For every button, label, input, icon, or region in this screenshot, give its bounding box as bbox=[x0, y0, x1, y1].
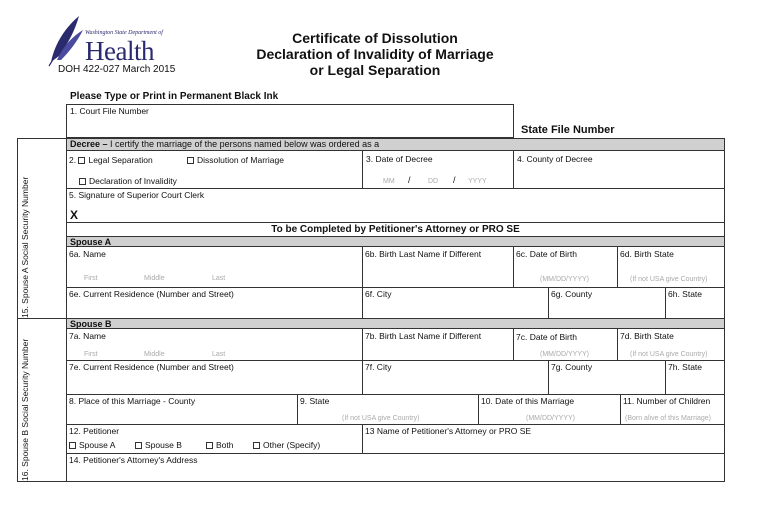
clerk-signature-field[interactable] bbox=[67, 189, 724, 222]
legal-separation-checkbox[interactable] bbox=[78, 157, 85, 164]
spouse-b-name-field[interactable] bbox=[67, 330, 362, 360]
petitioner-label: 12. Petitioner bbox=[69, 426, 120, 436]
petitioner-spouse-b-checkbox[interactable] bbox=[135, 442, 142, 449]
decree-banner bbox=[66, 138, 725, 151]
court-file-number-label: 1. Court File Number bbox=[70, 106, 149, 116]
petitioner-both-label: Both bbox=[216, 440, 234, 450]
spouse-b-ssn-label: 16. Spouse B Social Security Number bbox=[20, 338, 30, 481]
court-file-number-field[interactable] bbox=[66, 104, 514, 138]
number-of-children-hint: (Born alive of this Marriage) bbox=[625, 415, 711, 422]
decree-type-group bbox=[69, 155, 153, 165]
spouse-b-middle-hint: Middle bbox=[144, 351, 165, 358]
clerk-signature-label: 5. Signature of Superior Court Clerk bbox=[69, 190, 205, 200]
spouse-b-dob-hint: (MM/DD/YYYY) bbox=[540, 351, 589, 358]
form-code: DOH 422-027 March 2015 bbox=[58, 64, 176, 75]
decree-label: Decree – bbox=[70, 139, 108, 149]
title-line-1: Certificate of Dissolution bbox=[292, 30, 458, 46]
spouse-a-residence-field[interactable] bbox=[67, 288, 362, 318]
number-of-children-label: 11. Number of Children bbox=[623, 396, 711, 406]
ink-instruction: Please Type or Print in Permanent Black Ink bbox=[70, 91, 279, 102]
attorney-address-field[interactable] bbox=[67, 454, 724, 481]
spouse-b-residence-field[interactable] bbox=[67, 361, 362, 394]
spouse-b-first-hint: First bbox=[84, 351, 98, 358]
attorney-name-label: 13 Name of Petitioner's Attorney or PRO SE bbox=[365, 426, 532, 436]
spouse-a-birth-last-label: 6b. Birth Last Name if Different bbox=[365, 249, 482, 259]
spouse-b-birth-state-hint: (If not USA give Country) bbox=[630, 351, 708, 358]
attorney-address-label: 14. Petitioner's Attorney's Address bbox=[69, 455, 198, 465]
number-of-children-field[interactable] bbox=[621, 395, 724, 424]
date-of-decree-label: 3. Date of Decree bbox=[366, 154, 433, 164]
spouse-a-heading: Spouse A bbox=[66, 236, 725, 247]
spouse-b-county-field[interactable] bbox=[549, 361, 665, 394]
dissolution-label: Dissolution of Marriage bbox=[197, 155, 284, 165]
invalidity-checkbox[interactable] bbox=[79, 178, 86, 185]
spouse-a-city-field[interactable] bbox=[363, 288, 548, 318]
marriage-date-field[interactable] bbox=[479, 395, 620, 424]
title-line-3: or Legal Separation bbox=[309, 62, 441, 78]
spouse-a-middle-hint: Middle bbox=[144, 275, 165, 282]
county-of-decree-label: 4. County of Decree bbox=[517, 154, 593, 164]
spouse-a-birth-last-field[interactable] bbox=[363, 248, 513, 287]
spouse-b-dob-field[interactable] bbox=[514, 330, 617, 360]
spouse-b-county-label: 7g. County bbox=[551, 362, 593, 372]
health-wordmark: Health bbox=[85, 36, 154, 66]
spouse-b-city-label: 7f. City bbox=[365, 362, 392, 372]
spouse-a-first-hint: First bbox=[84, 275, 98, 282]
decree-yyyy-hint: YYYY bbox=[468, 178, 487, 185]
spouse-a-name-label: 6a. Name bbox=[69, 249, 106, 259]
date-slash-2: / bbox=[453, 175, 456, 185]
state-file-number-label: State File Number bbox=[521, 124, 615, 136]
spouse-b-heading: Spouse B bbox=[66, 318, 725, 329]
petitioner-field bbox=[67, 425, 362, 453]
marriage-date-hint: (MM/DD/YYYY) bbox=[526, 415, 575, 422]
signature-x-mark: X bbox=[70, 208, 79, 222]
petitioner-section-header: To be Completed by Petitioner's Attorney or PRO SE bbox=[271, 224, 520, 235]
spouse-a-residence-label: 6e. Current Residence (Number and Street) bbox=[69, 289, 234, 299]
field-2-number: 2. bbox=[69, 155, 77, 165]
spouse-a-name-field[interactable] bbox=[67, 248, 362, 287]
spouse-b-birth-state-field[interactable] bbox=[618, 330, 724, 360]
title-line-2: Declaration of Invalidity of Marriage bbox=[256, 46, 494, 62]
spouse-a-city-label: 6f. City bbox=[365, 289, 392, 299]
petitioner-spouse-a-checkbox[interactable] bbox=[69, 442, 76, 449]
doh-logo bbox=[45, 12, 165, 68]
spouse-a-last-hint: Last bbox=[212, 275, 226, 282]
decree-dd-hint: DD bbox=[428, 178, 439, 185]
spouse-b-birth-last-field[interactable] bbox=[363, 330, 513, 360]
date-of-decree-field[interactable] bbox=[363, 152, 513, 188]
date-slash-1: / bbox=[408, 175, 411, 185]
spouse-b-residence-label: 7e. Current Residence (Number and Street) bbox=[69, 362, 234, 372]
marriage-state-hint: (If not USA give Country) bbox=[342, 415, 420, 422]
spouse-b-birth-last-label: 7b. Birth Last Name if Different bbox=[365, 331, 482, 341]
spouse-b-dob-label: 7c. Date of Birth bbox=[516, 332, 577, 342]
petitioner-other-checkbox[interactable] bbox=[253, 442, 260, 449]
marriage-county-label: 8. Place of this Marriage - County bbox=[69, 396, 196, 406]
invalidity-label: Declaration of Invalidity bbox=[89, 176, 177, 186]
spouse-b-birth-state-label: 7d. Birth State bbox=[620, 331, 674, 341]
county-of-decree-field[interactable] bbox=[514, 152, 724, 188]
spouse-b-state-label: 7h. State bbox=[668, 362, 703, 372]
spouse-a-county-field[interactable] bbox=[549, 288, 665, 318]
spouse-a-dob-label: 6c. Date of Birth bbox=[516, 249, 577, 259]
agency-name: Washington State Department of bbox=[85, 30, 163, 36]
spouse-a-birth-state-field[interactable] bbox=[618, 248, 724, 287]
spouse-a-dob-hint: (MM/DD/YYYY) bbox=[540, 276, 589, 283]
spouse-a-dob-field[interactable] bbox=[514, 248, 617, 287]
attorney-name-field[interactable] bbox=[363, 425, 724, 453]
legal-separation-label: Legal Separation bbox=[88, 155, 153, 165]
spouse-a-state-field[interactable] bbox=[666, 288, 724, 318]
petitioner-both-checkbox[interactable] bbox=[206, 442, 213, 449]
spouse-b-city-field[interactable] bbox=[363, 361, 548, 394]
petitioner-other-label: Other (Specify) bbox=[263, 440, 321, 450]
petitioner-spouse-b-label: Spouse B bbox=[145, 440, 182, 450]
spouse-a-state-label: 6h. State bbox=[668, 289, 703, 299]
spouse-a-birth-state-hint: (If not USA give Country) bbox=[630, 276, 708, 283]
decree-text: I certify the marriage of the persons named below was ordered as a bbox=[107, 139, 380, 149]
spouse-a-birth-state-label: 6d. Birth State bbox=[620, 249, 674, 259]
spouse-b-state-field[interactable] bbox=[666, 361, 724, 394]
spouse-a-ssn-label: 15. Spouse A Social Security Number bbox=[20, 176, 30, 318]
marriage-county-field[interactable] bbox=[67, 395, 297, 424]
marriage-date-label: 10. Date of this Marriage bbox=[481, 396, 575, 406]
decree-mm-hint: MM bbox=[383, 178, 395, 185]
form-title bbox=[230, 30, 520, 78]
spouse-b-last-hint: Last bbox=[212, 351, 226, 358]
petitioner-spouse-a-label: Spouse A bbox=[79, 440, 116, 450]
marriage-state-field[interactable] bbox=[298, 395, 478, 424]
dissolution-checkbox[interactable] bbox=[187, 157, 194, 164]
spouse-b-name-label: 7a. Name bbox=[69, 331, 106, 341]
marriage-state-label: 9. State bbox=[300, 396, 330, 406]
spouse-a-county-label: 6g. County bbox=[551, 289, 593, 299]
